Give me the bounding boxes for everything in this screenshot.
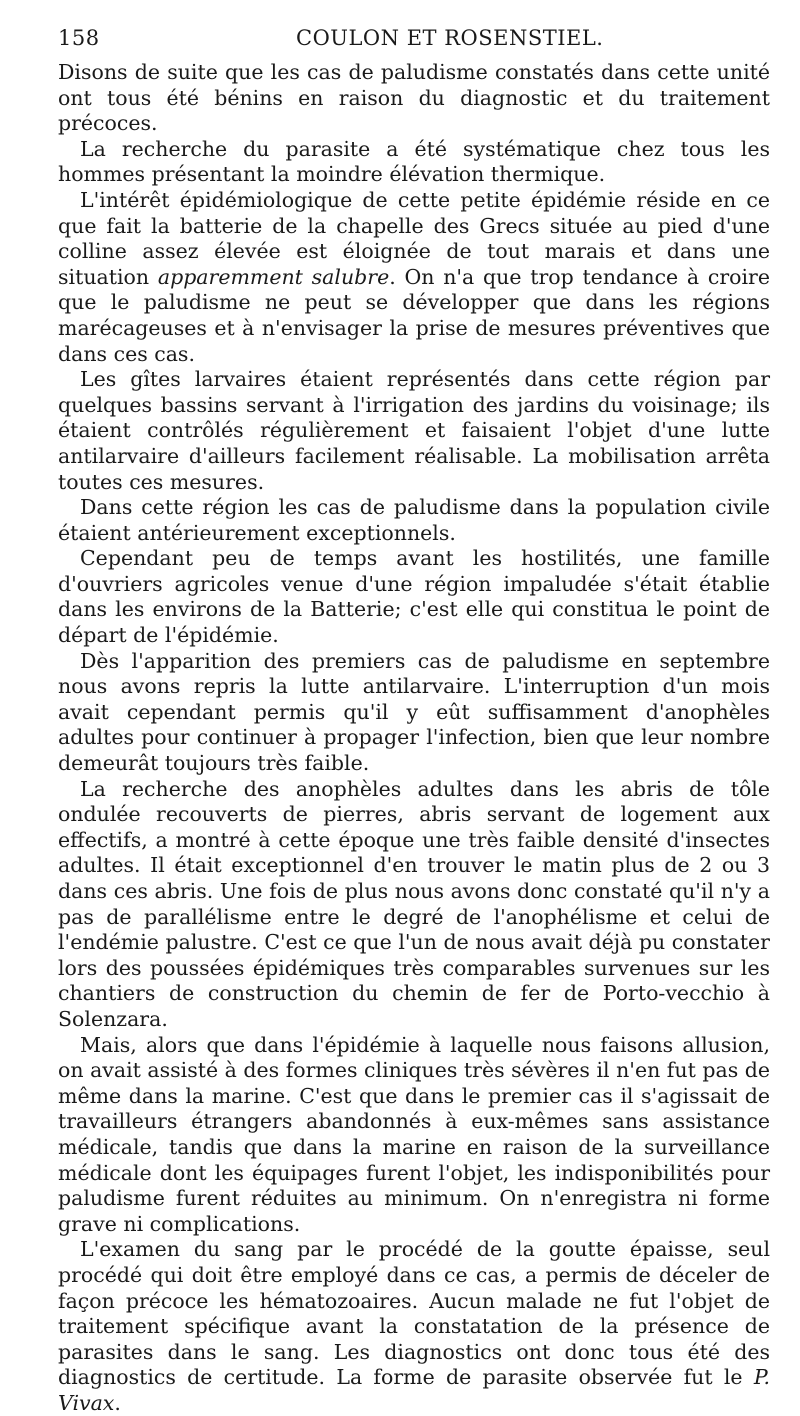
paragraph-text: . On n'a que trop tendance à croire que le paludisme ne peut se développer que dans les régions marécageuses et à n'envisager la prise de mesures préventives que dans ces cas.: [58, 264, 770, 366]
paragraph: Les gîtes larvaires étaient représentés dans cette région par quelques bassins servant à l'irrigation des jardins du voisinage; ils étaient contrôlés régulièrement et faisaient l'objet d'une lutte antilarvaire d'ailleurs facilement réalisable. La mobilisation arrêta toutes ces mesures.: [58, 367, 770, 494]
paragraph-text: L'examen du sang par le procédé de la goutte épaisse, seul procédé qui doit être employé dans ce cas, a permis de déceler de façon précoce les hématozoaires. Aucun malade ne fut l'objet de traitement spécifique avant la constatation de la présence de parasites dans le sang. Les diagnostics ont donc tous été des diagnostics de certitude. La forme de parasite observée fut le: [58, 1237, 770, 1390]
paragraph: Dès l'apparition des premiers cas de paludisme en septembre nous avons repris la lutte antilarvaire. L'interruption d'un mois avait cependant permis qu'il y eût suffisamment d'anophèles adultes pour continuer à propager l'infection, bien que leur nombre demeurât toujours très faible.: [58, 648, 770, 776]
paragraph: Mais, alors que dans l'épidémie à laquelle nous faisons allusion, on avait assisté à des formes cliniques très sévères il n'en fut pas de même dans la marine. C'est que dans le premier cas il s'agissait de travailleurs étrangers abandonnés à eux-mêmes sans assistance médicale, tandis que dans la marine en raison de la surveillance médicale dont les équipages furent l'objet, les indisponibilités pour paludisme furent réduites au minimum. On n'enregistra ni forme grave ni complications.: [58, 1032, 770, 1236]
paragraph: Cependant peu de temps avant les hostilités, une famille d'ouvriers agricoles venue d'une région impaludée s'était établie dans les environs de la Batterie; c'est elle qui constitua le point de départ de l'épidémie.: [58, 546, 770, 648]
paragraph: Disons de suite que les cas de paludisme constatés dans cette unité ont tous été bénins en raison du diagnostic et du traitement précoces.: [58, 60, 770, 136]
italic-phrase: apparemment salubre: [157, 264, 390, 289]
paragraph-text: .: [114, 1390, 121, 1415]
paragraph: [58, 188, 770, 367]
paragraph: Dans cette région les cas de paludisme dans la population civile étaient antérieurement exceptionnels.: [58, 495, 770, 545]
paragraph: La recherche du parasite a été systématique chez tous les hommes présentant la moindre élévation thermique.: [58, 136, 770, 187]
body-text: [58, 60, 770, 1416]
page-number: 158: [58, 26, 100, 50]
paragraph-text: L'intérêt épidémiologique de cette petite épidémie réside en ce que fait la batterie de la chapelle des Grecs située au pied d'une colline assez élevée est éloignée de tout marais et dans une situation: [58, 187, 770, 289]
italic-species-name: P. Vivax: [58, 1365, 770, 1415]
paragraph: [58, 1237, 770, 1416]
book-page: [58, 26, 770, 1416]
page-header: [58, 26, 770, 60]
running-head: COULON ET ROSENSTIEL.: [296, 26, 604, 50]
paragraph: La recherche des anophèles adultes dans les abris de tôle ondulée recouverts de pierres, abris servant de logement aux effectifs, a montré à cette époque une très faible densité d'insectes adultes. Il était exceptionnel d'en trouver le matin plus de 2 ou 3 dans ces abris. Une fois de plus nous avons donc constaté qu'il n'y a pas de parallélisme entre le degré de l'anophélisme et celui de l'endémie palustre. C'est ce que l'un de nous avait déjà pu constater lors des poussées épidémiques très comparables survenues sur les chantiers de construction du chemin de fer de Porto-vecchio à Solenzara.: [58, 776, 770, 1031]
